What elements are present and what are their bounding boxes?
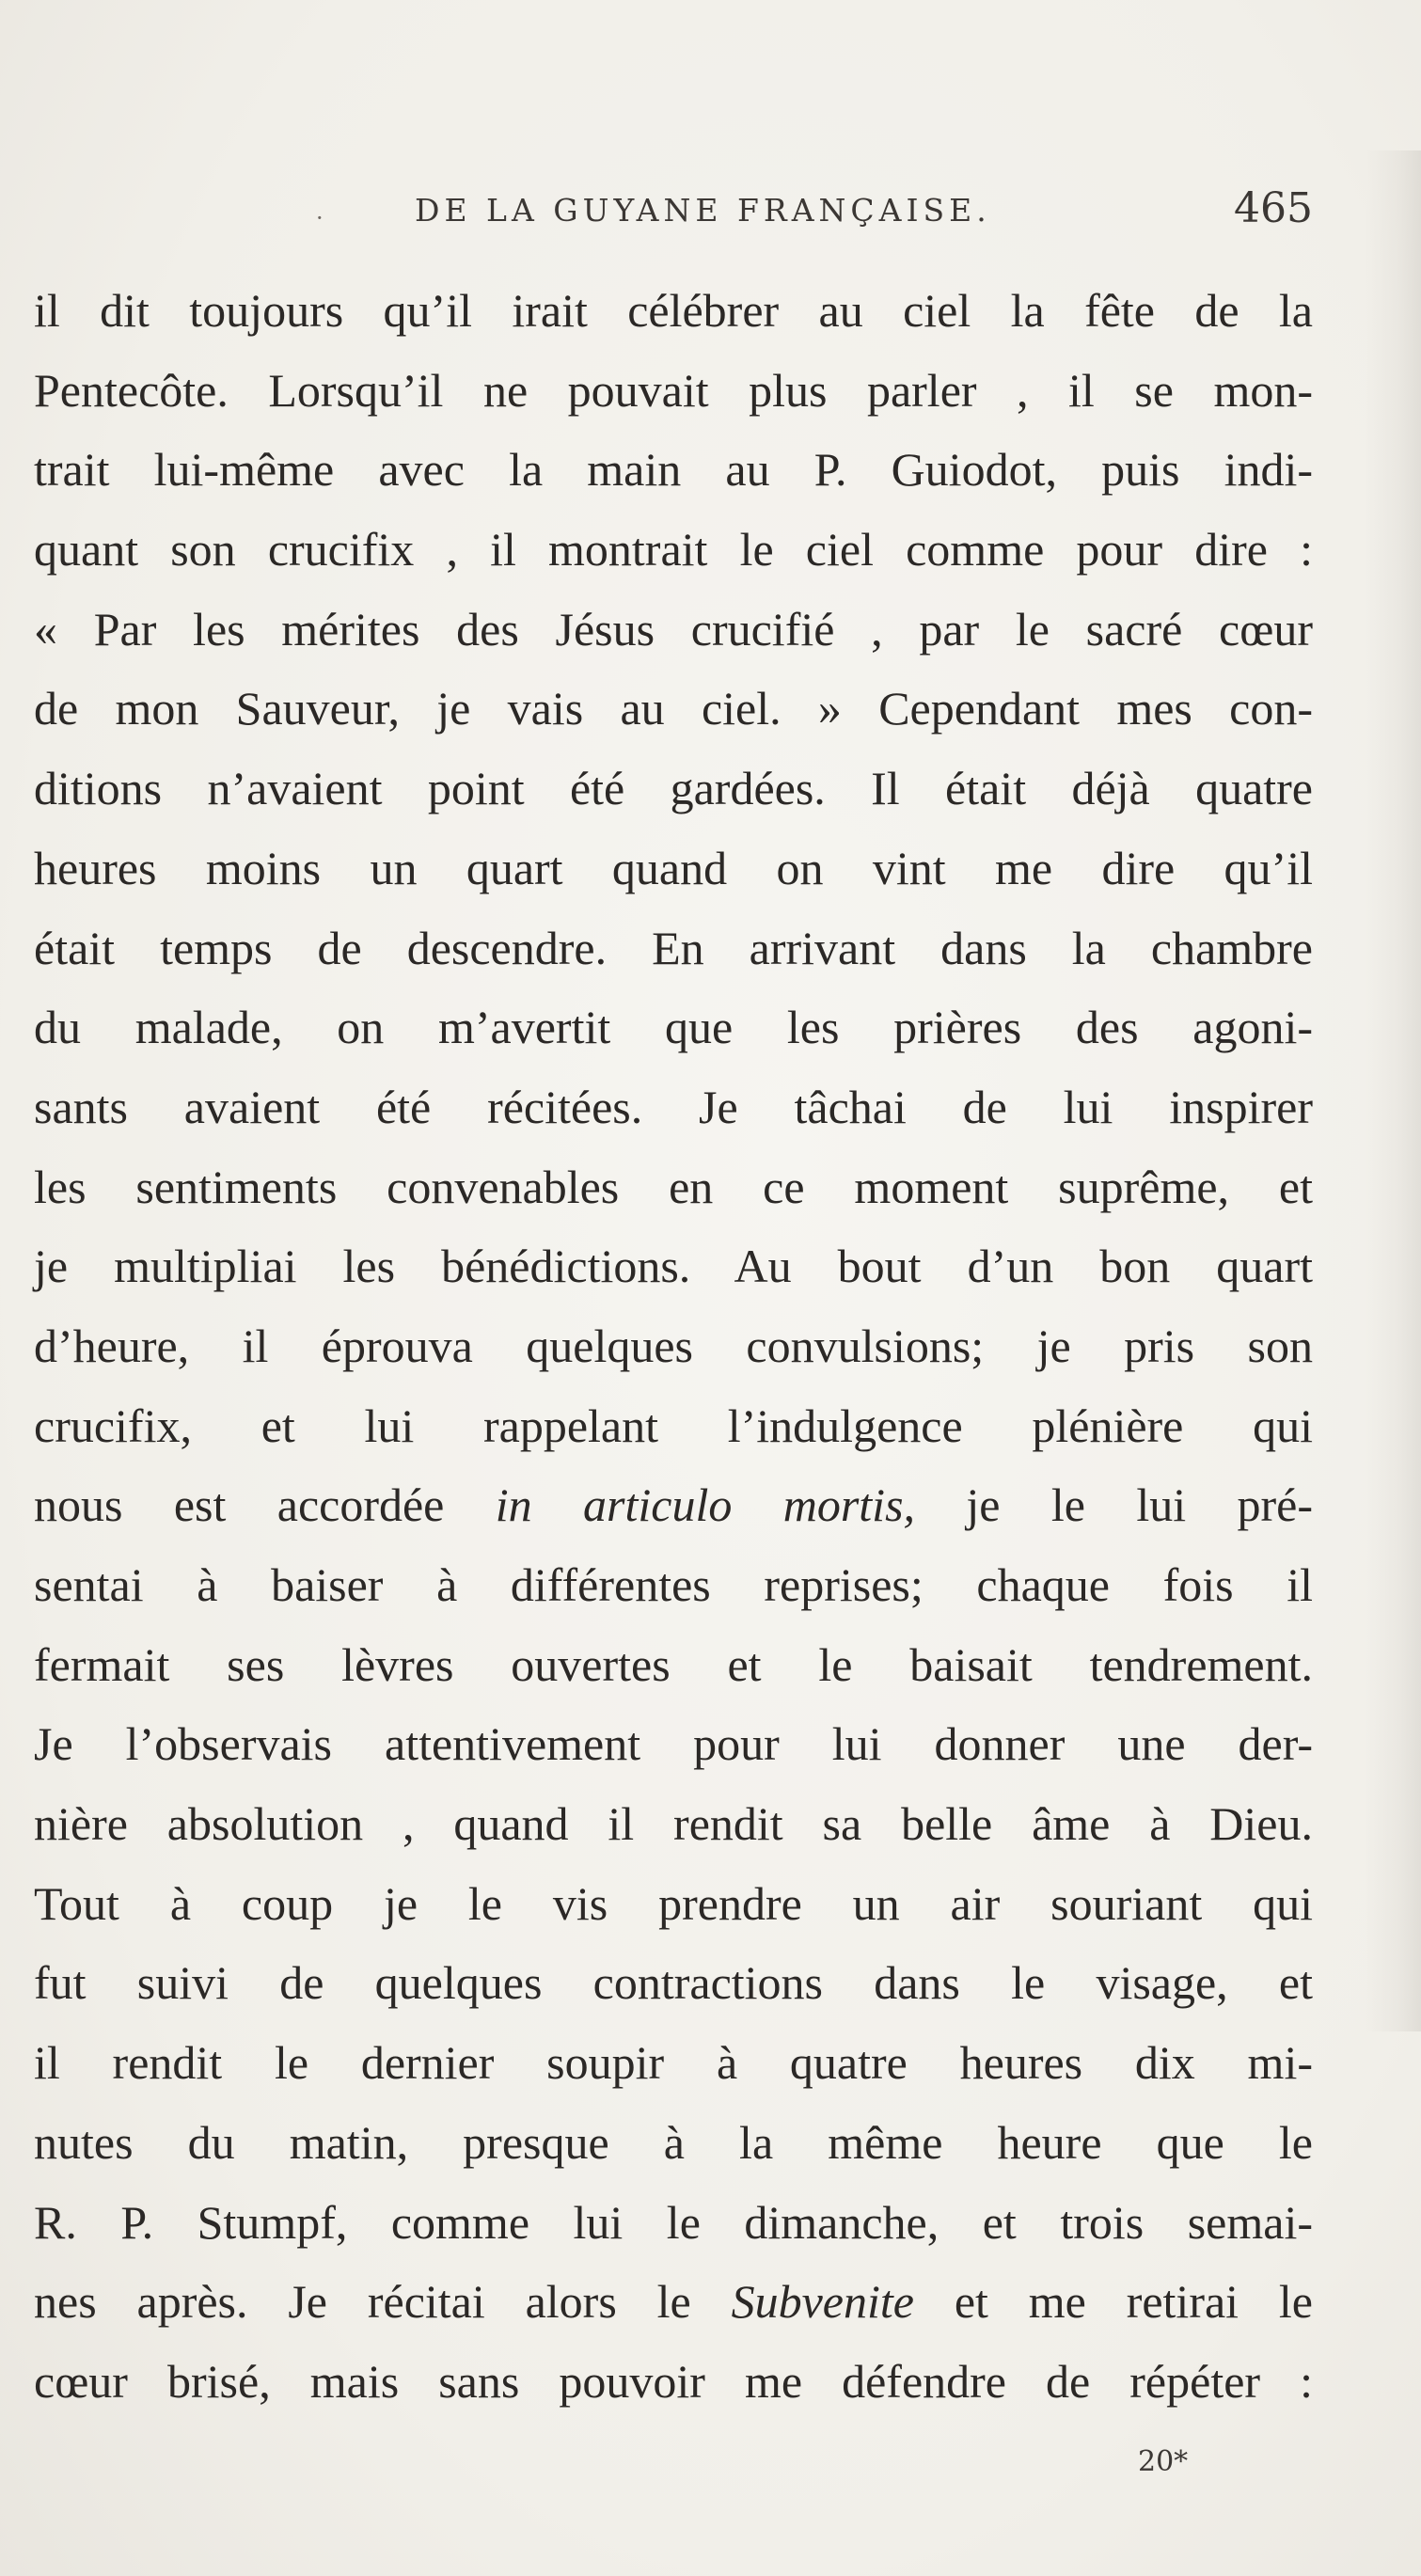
text-line: cœur brisé, mais sans pouvoir me défendre de répéter : bbox=[34, 2354, 1313, 2408]
italic-phrase: in articulo mortis, bbox=[495, 1478, 916, 1532]
text-line: sentai à baiser à différentes reprises; chaque fois il bbox=[34, 1558, 1313, 1611]
text-line bbox=[34, 2262, 1313, 2342]
text-line: il rendit le dernier soupir à quatre heures dix mi- bbox=[34, 2036, 1313, 2090]
text-line: nière absolution , quand il rendit sa belle âme à Dieu. bbox=[34, 1797, 1313, 1851]
text-run: nous est accordée bbox=[34, 1478, 496, 1532]
text-line: était temps de descendre. En arrivant dans la chambre bbox=[34, 921, 1313, 974]
text-run: nes après. Je récitai alors le bbox=[34, 2275, 732, 2329]
italic-phrase: Subvenite bbox=[731, 2275, 914, 2329]
text-line: d’heure, il éprouva quelques convulsions; je pris son bbox=[34, 1319, 1313, 1372]
page-edge-shadow bbox=[1365, 150, 1421, 2031]
running-title: DE LA GUYANE FRANÇAISE. bbox=[415, 192, 991, 229]
page-number: 465 bbox=[1234, 184, 1313, 232]
text-line: du malade, on m’avertit que les prières des agoni- bbox=[34, 1001, 1313, 1054]
text-run: et me retirai le bbox=[913, 2275, 1313, 2329]
text-line: nutes du matin, presque à la même heure que le bbox=[34, 2115, 1313, 2169]
text-line: ditions n’avaient point été gardées. Il était déjà quatre bbox=[34, 762, 1313, 815]
text-line: crucifix, et lui rappelant l’indulgence plénière qui bbox=[34, 1399, 1313, 1452]
text-line: il dit toujours qu’il irait célébrer au ciel la fête de la bbox=[34, 284, 1313, 337]
text-line: Je l’observais attentivement pour lui donner une der- bbox=[34, 1717, 1313, 1771]
header-ornament: · bbox=[316, 205, 324, 231]
text-line: quant son crucifix , il montrait le ciel comme pour dire : bbox=[34, 523, 1313, 577]
text-run: je le lui pré- bbox=[915, 1478, 1313, 1532]
body-text bbox=[34, 271, 1313, 2422]
text-line: fut suivi de quelques contractions dans le visage, et bbox=[34, 1956, 1313, 2010]
page-header bbox=[34, 184, 1313, 241]
text-line: Pentecôte. Lorsqu’il ne pouvait plus parler , il se mon- bbox=[34, 363, 1313, 417]
text-line: Tout à coup je le vis prendre un air souriant qui bbox=[34, 1876, 1313, 1930]
text-line: fermait ses lèvres ouvertes et le baisait tendrement. bbox=[34, 1637, 1313, 1691]
text-line: les sentiments convenables en ce moment suprême, et bbox=[34, 1160, 1313, 1213]
text-line: heures moins un quart quand on vint me dire qu’il bbox=[34, 841, 1313, 894]
text-line: de mon Sauveur, je vais au ciel. » Cependant mes con- bbox=[34, 682, 1313, 735]
text-line: sants avaient été récitées. Je tâchai de lui inspirer bbox=[34, 1080, 1313, 1133]
signature-mark: 20* bbox=[1138, 2445, 1189, 2478]
text-line: je multipliai les bénédictions. Au bout d’un bon quart bbox=[34, 1240, 1313, 1293]
text-line bbox=[34, 1465, 1313, 1545]
text-line: trait lui-même avec la main au P. Guiodot, puis indi- bbox=[34, 443, 1313, 497]
text-line: R. P. Stumpf, comme lui le dimanche, et trois semai- bbox=[34, 2195, 1313, 2249]
text-line: « Par les mérites des Jésus crucifié , par le sacré cœur bbox=[34, 602, 1313, 656]
